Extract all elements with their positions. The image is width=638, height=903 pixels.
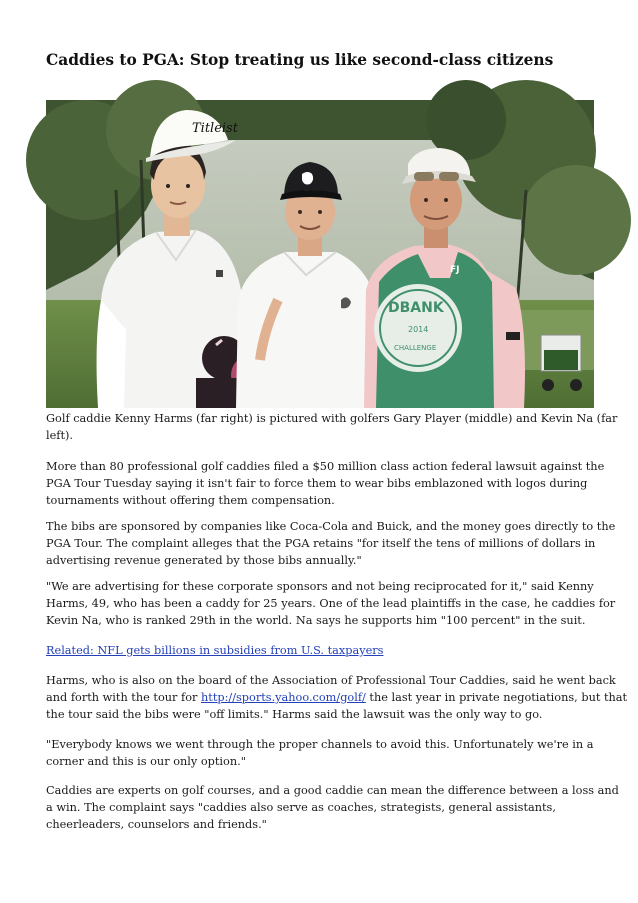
paragraph-6 xyxy=(46,782,619,833)
text-line: The bibs are sponsored by companies like Coca-Cola and Buick, and the money goes directly to the xyxy=(46,520,616,533)
paragraph-1 xyxy=(46,458,605,509)
caption-line: Golf caddie Kenny Harms (far right) is pictured with golfers Gary Player (middle) and Kevin Na (far xyxy=(46,412,618,425)
text-line: tournaments without offering them compensation. xyxy=(46,494,335,507)
caption-line: left). xyxy=(46,429,74,442)
text-line: More than 80 professional golf caddies filed a $50 million class action federal lawsuit against the xyxy=(46,460,605,473)
bib-logo-text: FJ xyxy=(450,265,460,275)
photo-credit: Credit: Getty Images xyxy=(630,222,636,274)
cap-brand-text: Titleist xyxy=(192,121,238,136)
text-line xyxy=(46,689,628,706)
article-title: Caddies to PGA: Stop treating us like second-class citizens xyxy=(46,51,554,69)
paragraph-2 xyxy=(46,518,616,569)
text-segment: the last year in private negotiations, but that xyxy=(365,691,628,704)
text-line: Kevin Na, who is ranked 29th in the world. Na says he supports him "100 percent" in the suit. xyxy=(46,614,586,627)
paragraph-4 xyxy=(46,672,628,723)
text-line: PGA Tour Tuesday saying it isn't fair to force them to wear bibs emblazoned with logos during xyxy=(46,477,588,490)
text-line: Caddies are experts on golf courses, and a good caddie can mean the difference between a loss and xyxy=(46,784,619,797)
related-link[interactable]: Related: NFL gets billions in subsidies from U.S. taxpayers xyxy=(46,644,384,657)
text-line: advertising revenue generated by those bibs annually." xyxy=(46,554,362,567)
bib-year-text: 2014 xyxy=(408,325,429,334)
article-photo xyxy=(46,100,636,408)
photo-caption xyxy=(46,410,618,444)
text-line: corner and this is our only option." xyxy=(46,755,246,768)
bib-sub-text: CHALLENGE xyxy=(394,344,437,352)
text-line: a win. The complaint says "caddies also serve as coaches, strategists, general assistants, xyxy=(46,801,556,814)
text-line: PGA Tour. The complaint alleges that the PGA retains "for itself the tens of millions of dollars in xyxy=(46,537,596,550)
text-segment: and forth with the tour for xyxy=(46,691,201,704)
yahoo-golf-link[interactable]: http://sports.yahoo.com/golf/ xyxy=(201,691,366,704)
related-paragraph xyxy=(46,642,598,659)
text-line: "We are advertising for these corporate sponsors and not being reciprocated for it," said Kenny xyxy=(46,580,594,593)
text-line: Harms, 49, who has been a caddy for 25 years. One of the lead plaintiffs in the case, he caddies for xyxy=(46,597,616,610)
bib-sponsor-text: DBANK xyxy=(388,300,444,316)
text-line: "Everybody knows we went through the proper channels to avoid this. Unfortunately we're in a xyxy=(46,738,594,751)
text-line: cheerleaders, counselors and friends." xyxy=(46,818,267,831)
text-line: the tour said the bibs were "off limits." Harms said the lawsuit was the only way to go. xyxy=(46,708,543,721)
paragraph-3 xyxy=(46,578,616,629)
text-line: Harms, who is also on the board of the Association of Professional Tour Caddies, said he went back xyxy=(46,674,616,687)
paragraph-5 xyxy=(46,736,598,770)
